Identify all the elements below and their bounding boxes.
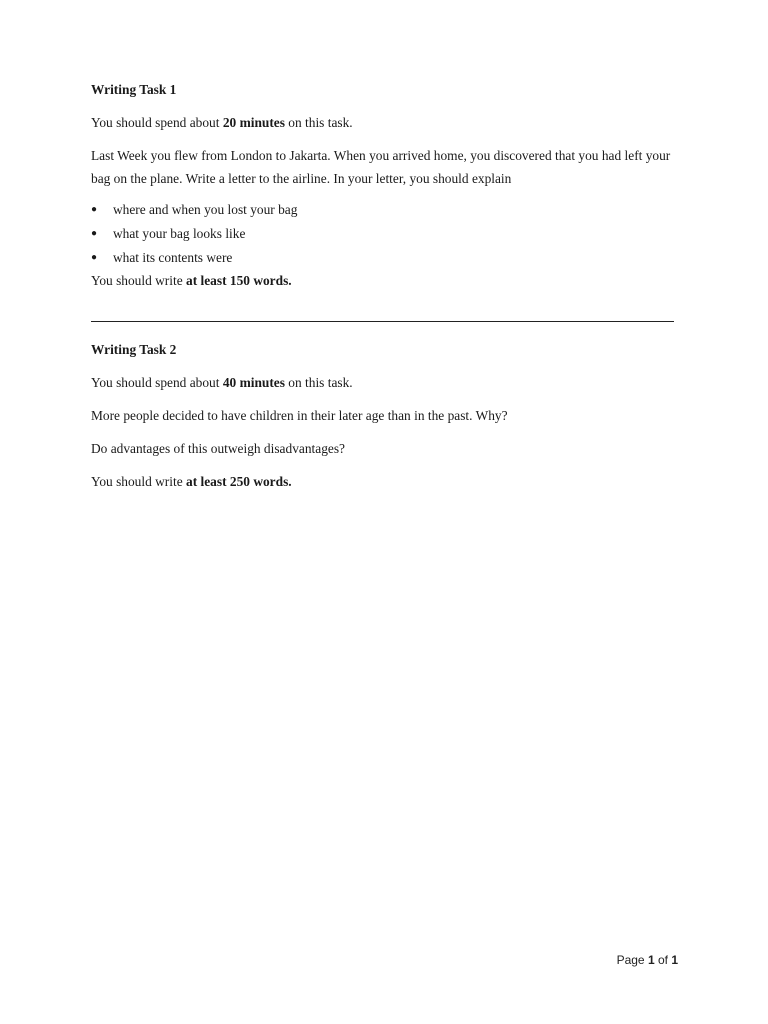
task2-title: Writing Task 2 <box>91 342 177 357</box>
bullet-text: where and when you lost your bag <box>113 202 298 217</box>
task1-words-bold: at least 150 words. <box>186 273 292 288</box>
task2-time-suffix: on this task. <box>284 375 353 390</box>
task1-word-instruction <box>91 269 674 292</box>
document-page <box>91 78 674 503</box>
page-number <box>617 953 678 967</box>
list-item <box>91 198 674 222</box>
list-item <box>91 246 674 270</box>
page-current: 1 <box>647 953 655 967</box>
bullet-text: what your bag looks like <box>113 226 246 241</box>
task1-time-bold: 20 minutes <box>222 115 285 130</box>
bullet-icon: ● <box>91 204 98 215</box>
task1-prompt: Last Week you flew from London to Jakarta. When you arrived home, you discovered that you had left your bag on the plane. Write a letter to the airline. In your letter, you should explain <box>91 148 671 186</box>
task2-time-prefix: You should spend about <box>91 375 223 390</box>
bullet-text: what its contents were <box>113 250 233 265</box>
bullet-icon: ● <box>91 228 98 239</box>
task2-words-bold: at least 250 words. <box>186 474 292 489</box>
page-total: 1 <box>671 953 678 967</box>
task2-prompt-line1: More people decided to have children in their later age than in the past. Why? <box>91 408 508 423</box>
section-divider <box>91 321 674 322</box>
task1-time-suffix: on this task. <box>284 115 353 130</box>
task1-bullet-list <box>91 198 674 270</box>
page-of: of <box>654 953 672 967</box>
page-label: Page <box>616 953 648 967</box>
bullet-icon: ● <box>91 252 98 263</box>
task2-prompt-line2: Do advantages of this outweigh disadvantages? <box>91 441 345 456</box>
task1-title: Writing Task 1 <box>91 82 177 97</box>
task1-words-prefix: You should write <box>91 273 186 288</box>
task2-time-bold: 40 minutes <box>222 375 285 390</box>
list-item <box>91 222 674 246</box>
task2-word-instruction <box>91 470 674 493</box>
task2-words-prefix: You should write <box>91 474 186 489</box>
task2-time-instruction <box>91 371 674 394</box>
task1-time-instruction <box>91 111 674 134</box>
task1-time-prefix: You should spend about <box>91 115 223 130</box>
